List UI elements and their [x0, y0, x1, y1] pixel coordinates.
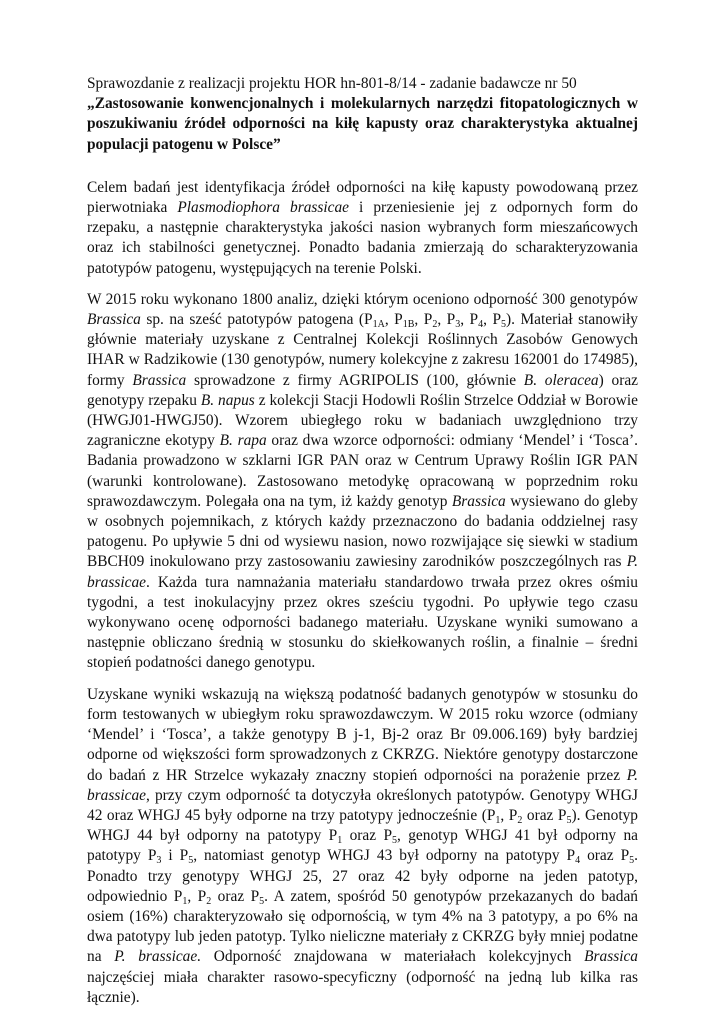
paragraph-aims: Celem badań jest identyfikacja źródeł odporności na kiłę kapusty powodowaną przez pierwotniaka Plasmodiophora brassicae i przeniesienie jej z odpornych form do rzepaku, a następnie charakterystyka jakości nasion wybranych form mieszańcowych oraz ich stabilności genetycznej. Ponadto badania zmierzają do scharakteryzowania patotypów patogenu, występujących na terenie Polski.: [87, 178, 638, 277]
report-header: Sprawozdanie z realizacji projektu HOR hn-801-8/14 - zadanie badawcze nr 50: [87, 75, 577, 92]
report-title: „Zastosowanie konwencjonalnych i molekularnych narzędzi fitopatologicznych w poszukiwaniu źródeł odporności na kiłę kapusty oraz charakterystyka aktualnej populacji patogenu w Polsce”: [87, 95, 638, 153]
paragraph-results: Uzyskane wyniki wskazują na większą podatność badanych genotypów w stosunku do form testowanych w ubiegłym roku sprawozdawczym. W 2015 roku wzorce (odmiany ‘Mendel’ i ‘Tosca’, a także genotypy B j-1, Bj-2 oraz Br 09.006.169) były bardziej odporne od większości form sprowadzonych z CKRZG. Niektóre genotypy dostarczone do badań z HR Strzelce wykazały znaczny stopień odporności na porażenie przez P. brassicae, przy czym odporność ta dotyczyła określonych patotypów. Genotypy WHGJ 42 oraz WHGJ 45 były odporne na trzy patotypy jednocześnie ($P_1$, $P_2$ oraz $P_5$). Genotyp WHGJ 44 był odporny na patotypy $P_1$ oraz $P_5$, genotyp WHGJ 41 był odporny na patotypy $P_3$ i $P_5$, natomiast genotyp WHGJ 43 był odporny na patotypy $P_4$ oraz $P_5$. Ponadto trzy genotypy WHGJ 25, 27 oraz 42 były odporne na jeden patotyp, odpowiednio $P_1$, $P_2$ oraz $P_5$. A zatem, spośród 50 genotypów przekazanych do badań osiem (16%) charakteryzowało się odpornością, w tym 4% na 3 patotypy, a po 6% na dwa patotypy lub jeden patotyp. Tylko nieliczne materiały z CKRZG były mniej podatne na P. brassicae. Odporność znajdowana w materiałach kolekcyjnych Brassica najczęściej miała charakter rasowo-specyficzny (odporność na jedną lub kilka ras łącznie).: [87, 685, 638, 1006]
paragraph-methods: W 2015 roku wykonano 1800 analiz, dzięki którym oceniono odporność 300 genotypów Brassica sp. na sześć patotypów patogena ($P_{1A}$, $P_{1B}$, $P_2$, $P_3$, $P_4$, $P_5$). Materiał stanowiły głównie materiały uzyskane z Centralnej Kolekcji Roślinnych Zasobów Genowych IHAR w Radzikowie (130 genotypów, numery kolekcyjne z zakresu 162001 do 174985), formy Brassica sprowadzone z firmy AGRIPOLIS (100, głównie B. oleracea) oraz genotypy rzepaku B. napus z kolekcji Stacji Hodowli Roślin Strzelce Oddział w Borowie (HWGJ01-HWGJ50). Wzorem ubiegłego roku w badaniach uwzględniono trzy zagraniczne ekotypy B. rapa oraz dwa wzorce odporności: odmiany ‘Mendel’ i ‘Tosca’. Badania prowadzono w szklarni IGR PAN oraz w Centrum Uprawy Roślin IGR PAN (warunki kontrolowane). Zastosowano metodykę opracowaną w poprzednim roku sprawozdawczym. Polegała ona na tym, iż każdy genotyp Brassica wysiewano do gleby w osobnych pojemnikach, z których każdy przeznaczono do badania oddzielnej rasy patogenu. Po upływie 5 dni od wysiewu nasion, nowo rozwijające się siewki w stadium BBCH09 inokulowano przy zastosowaniu zawiesiny zarodników poszczególnych ras P. brassicae. Każda tura namnażania materiału standardowo trwała przez okres ośmiu tygodni, a test inokulacyjny przez okres sześciu tygodni. Po upływie tego czasu wykonywano ocenę odporności badanego materiału. Uzyskane wyniki sumowano a następnie obliczano średnią w stosunku do skiełkowanych roślin, a finalnie – średni stopień podatności danego genotypu.: [87, 290, 638, 672]
document-page: [87, 74, 638, 1008]
